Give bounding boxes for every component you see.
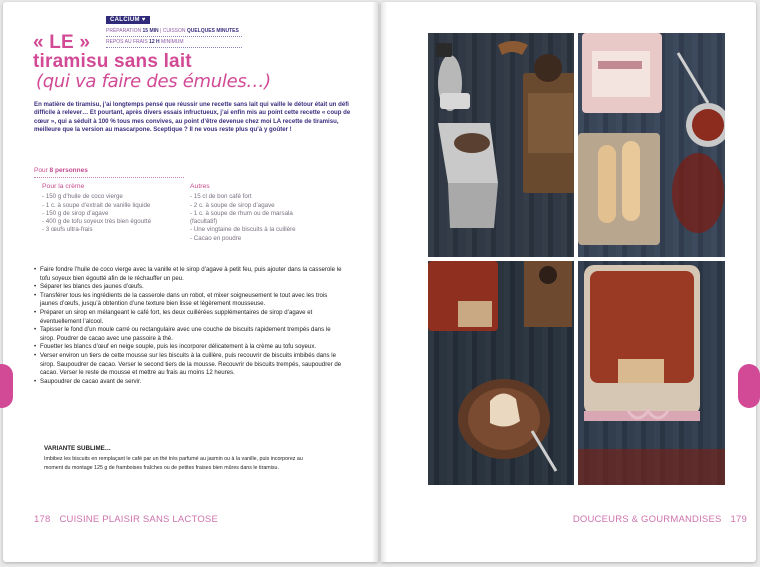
variant-text: Imbibez les biscuits en remplaçant le café par un thé très parfumé au jasmin ou à la vanille, puis incorporez au moment du montage 125 g de framboises fraîches ou de petites fraises bien mûres dans le tiramisu. xyxy=(44,456,303,471)
tiramisu-dish-icon xyxy=(578,261,725,485)
footer-left xyxy=(34,514,218,525)
ingredients-other-heading: Autres xyxy=(190,183,210,190)
servings-value: 8 personnes xyxy=(49,167,88,174)
recipe-title xyxy=(33,33,192,71)
ingredient-item: (facultatif) xyxy=(190,218,218,226)
ingredient-item: - 400 g de tofu soyeux très bien égoutté xyxy=(42,218,152,226)
chapter-title: DOUCEURS & GOURMANDISES xyxy=(572,514,722,525)
step-item: • Saupoudrer de cacao avant de servir. xyxy=(35,378,345,387)
ingredients-cream-heading: Pour la crème xyxy=(42,183,85,190)
ingredient-item: - 1 c. à soupe de rhum ou de marsala xyxy=(190,209,293,217)
nutrition-badge: CALCIUM ♥ xyxy=(106,16,150,24)
title-line-1: « LE » xyxy=(33,32,91,53)
prep-label: PRÉPARATION xyxy=(106,28,143,34)
biscuits-icon xyxy=(578,33,725,257)
ingredient-item: - 150 g d’huile de coco vierge xyxy=(42,193,123,201)
ingredient-item: - Une vingtaine de biscuits à la cuillère xyxy=(190,226,296,234)
page-number-right: 179 xyxy=(730,514,747,525)
photo-biscuits-tin xyxy=(578,33,725,257)
step-item: • Faire fondre l’huile de coco vierge avec la vanille et le sirop d’agave à petit feu, puis ajouter dans la casserole le tofu soyeux bien égoutté afin de le réchauffer un peu. xyxy=(35,266,345,283)
prep-time: 15 MIN xyxy=(142,28,159,34)
ingredients-cream xyxy=(42,183,182,235)
rest-suffix: MINIMUM xyxy=(159,39,184,45)
servings xyxy=(34,167,184,178)
intro-paragraph: En matière de tiramisu, j’ai longtemps pensé que réussir une recette sans lait qui vaille le détour était un défi difficile à relever… Et pourtant, après divers essais infructueux, j’ai enfin mis au point cette recette « coup de cœur », qui a séduit à 100 % tous mes convives, au point d’être devenue chez moi LA recette de tiramisu, meilleure que la version au mascarpone. Sceptique ? Il ne vous reste plus qu’à y goûter ! xyxy=(34,101,351,134)
coffee-maker-icon xyxy=(428,33,574,257)
step-item: • Verser environ un tiers de cette mousse sur les biscuits à la cuillère, puis recouvrir de biscuits imbibés dans le sirop. Saupoudrer de cacao. Verser le second tiers de la mousse. Recouvrir de biscuits trempés, saupoudrer de cacao. Verser le reste de mousse et mettre au frais au moins 12 heures. xyxy=(35,352,345,378)
title-line-2: tiramisu sans lait xyxy=(33,51,192,72)
step-item: • Préparer un sirop en mélangeant le café fort, les deux cuillérées supplémentaires de sirop d’agave et éventuellement l’alcool. xyxy=(35,309,345,326)
step-item: • Tapisser le fond d’un moule carré ou rectangulaire avec une couche de biscuits rapidement trempés dans le sirop. Poudrer de cacao avec une passoire à thé. xyxy=(35,326,345,343)
chapter-tab-right xyxy=(738,364,760,408)
page-number-left: 178 xyxy=(34,514,51,525)
cook-time: QUELQUES MINUTES xyxy=(186,28,239,34)
recipe-steps xyxy=(35,266,345,386)
photo-tiramisu-slice xyxy=(428,261,574,485)
chapter-tab-left xyxy=(0,364,13,408)
gutter-shadow-left xyxy=(372,2,378,562)
ingredient-item: - Cacao en poudre xyxy=(190,234,242,242)
servings-divider xyxy=(34,177,184,178)
book-title: CUISINE PLAISIR SANS LACTOSE xyxy=(59,514,218,525)
variant-heading: VARIANTE SUBLIME… xyxy=(44,445,111,452)
cocoa-dust xyxy=(428,261,574,485)
ingredient-item: - 150 g de sirop d’agave xyxy=(42,209,109,217)
gutter-shadow-right xyxy=(381,2,387,562)
photo-coffee-maker xyxy=(428,33,574,257)
step-item: • Transférer tous les ingrédients de la casserole dans un robot, et mixer soigneusement le tout avec les trois jaunes d’œufs, jusqu’à obtention d’une texture bien lisse et légèrement mousseuse. xyxy=(35,292,345,309)
servings-prefix: Pour xyxy=(34,167,50,174)
cook-label: | CUISSON xyxy=(158,28,187,34)
footer-right xyxy=(573,514,747,525)
ingredients-other xyxy=(190,183,340,243)
ingredient-item: - 15 cl de bon café fort xyxy=(190,193,252,201)
ingredient-item: - 3 œufs ultra-frais xyxy=(42,226,93,234)
rest-time: 12 H xyxy=(149,39,160,45)
step-item: • Séparer les blancs des jaunes d’œufs. xyxy=(35,283,345,292)
ingredient-item: - 2 c. à soupe de sirop d’agave xyxy=(190,201,275,209)
step-item: • Fouetter les blancs d’œuf en neige souple, puis les incorporer délicatement à la crème au tofu soyeux. xyxy=(35,343,345,352)
ingredient-item: - 1 c. à soupe d’extrait de vanille liquide xyxy=(42,201,151,209)
photo-tiramisu-dish xyxy=(578,261,725,485)
recipe-subtitle: (qui va faire des émules…) xyxy=(36,71,271,92)
rest-label: REPOS AU FRAIS xyxy=(106,39,150,45)
variant-box xyxy=(44,445,304,473)
